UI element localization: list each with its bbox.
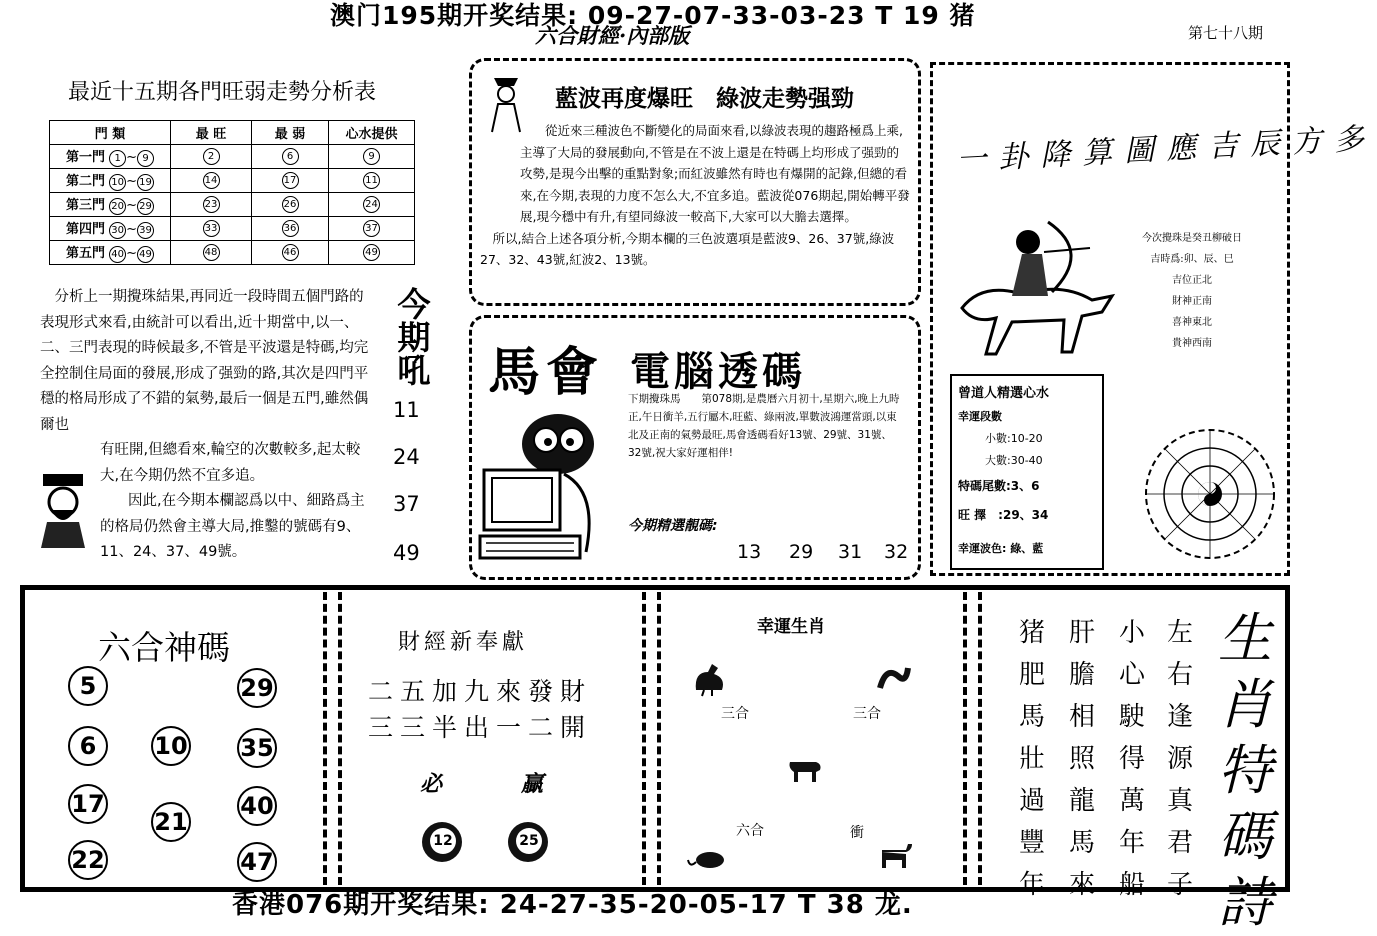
table-row (50, 169, 415, 193)
issue-number: 第七十八期 (1188, 24, 1264, 42)
range-end: 19 (137, 174, 154, 191)
trend-table (49, 120, 415, 265)
table-header-row (50, 121, 415, 145)
hot-cell (171, 217, 252, 241)
almanac-line: 今次攪珠是癸丑柳破日 (1142, 233, 1242, 244)
win-label: 贏 (521, 772, 544, 797)
col-header-cold: 最 弱 (252, 121, 329, 145)
horseback-archer-icon (952, 212, 1120, 364)
calligraphy-riddle: 一卦降算圖應吉辰方多 (955, 121, 1377, 178)
sanhe-label: 三合 (853, 706, 881, 722)
almanac-line: 財神正南 (1172, 296, 1212, 307)
luck-segment-label: 幸運段數 (958, 410, 1002, 423)
pick-cell (329, 193, 415, 217)
section-divider (338, 592, 342, 885)
poem-line: 肝膽相照龍馬來 (1068, 618, 1095, 900)
pick-cell (329, 169, 415, 193)
wave-text (480, 120, 910, 271)
cold-number: 46 (282, 244, 299, 261)
almanac-text (1122, 228, 1262, 354)
hot-cell (171, 169, 252, 193)
shout-number: 37 (393, 492, 420, 516)
hot-cell (171, 193, 252, 217)
hot-number: 33 (203, 220, 220, 237)
number-ball: 40 (237, 786, 277, 826)
computer-pick-title: 電腦透碼 (630, 348, 806, 395)
number-ball: 22 (68, 840, 108, 880)
door-cell: 第三門 20 ~ 29 (50, 193, 171, 217)
door-cell: 第五門 40 ~ 49 (50, 241, 171, 265)
door-cell: 第四門 30 ~ 39 (50, 217, 171, 241)
number-ball: 5 (68, 666, 108, 706)
goat-icon (878, 840, 914, 872)
almanac-line: 喜神東北 (1172, 317, 1212, 328)
jockey-club-label: 馬會 (488, 342, 605, 403)
hot-cell (171, 145, 252, 169)
snake-icon (876, 662, 912, 694)
pick-number: 49 (363, 244, 380, 261)
section-divider (642, 592, 646, 885)
liuhe-title: 六合神碼 (98, 628, 230, 667)
number-ball: 47 (237, 842, 277, 882)
win-number: 25 (516, 828, 542, 854)
number-ball: 35 (237, 728, 277, 768)
small-range: 小數:10-20 (985, 432, 1043, 445)
ox-icon (786, 754, 824, 784)
door-name: 第四門 (65, 222, 105, 237)
door-name: 第三門 (65, 198, 105, 213)
analysis-paragraph: 因此,在今期本欄認爲以中、細路爲主的格局仍然會主導大局,推鑿的號碼有9、11、24、37、49號。 (100, 493, 365, 560)
cartoon-computer-icon (478, 402, 618, 572)
poem-line: 小心駛得萬年船 (1118, 618, 1145, 900)
cold-cell (252, 241, 329, 265)
sage-portrait-icon (33, 470, 93, 548)
liuhe-label: 六合 (736, 823, 764, 839)
macau-result-banner: 澳门195期开奖结果: 09-27-07-33-03-23 T 19 猪 (330, 1, 976, 30)
pick-cell (329, 241, 415, 265)
win-number-badge (508, 822, 548, 862)
hot-number: 2 (203, 148, 220, 165)
cold-cell (252, 169, 329, 193)
number-ball: 17 (68, 784, 108, 824)
poem-line: 猪肥馬壯過豐年 (1018, 618, 1045, 900)
table-row (50, 145, 415, 169)
big-range: 大數:30-40 (985, 454, 1043, 467)
sanhe-label: 三合 (721, 706, 749, 722)
section-divider (963, 592, 967, 885)
trend-table-title: 最近十五期各門旺弱走勢分析表 (68, 80, 377, 105)
hot-number: 48 (203, 244, 220, 261)
almanac-line: 吉位正北 (1172, 275, 1212, 286)
door-name: 第一門 (65, 150, 105, 165)
wave-title: 藍波再度爆旺 綠波走勢强勁 (555, 86, 854, 112)
range-start: 30 (109, 222, 126, 239)
finance-line: 二五加九來發財 (368, 677, 593, 706)
poem-line: 左右逢源真君子 (1166, 618, 1193, 900)
pick-number: 37 (363, 220, 380, 237)
selected-pick-number: 13 (737, 541, 762, 563)
chong-label: 衝 (850, 825, 864, 841)
door-name: 第二門 (65, 174, 105, 189)
number-ball: 29 (237, 668, 277, 708)
lucky-zodiac-title: 幸運生肖 (757, 617, 825, 637)
section-divider (323, 592, 327, 885)
range-end: 9 (137, 150, 154, 167)
door-name: 第五門 (65, 246, 105, 261)
hot-picks: 旺 擇 :29、34 (958, 508, 1049, 522)
number-ball: 10 (151, 726, 191, 766)
hot-number: 14 (203, 172, 220, 189)
number-ball: 21 (151, 802, 191, 842)
cold-number: 6 (282, 148, 299, 165)
table-row (50, 193, 415, 217)
range-start: 10 (109, 174, 126, 191)
almanac-line: 貴神西南 (1172, 338, 1212, 349)
finance-title: 財經新奉獻 (398, 630, 529, 655)
hk-result-banner: 香港076期开奖结果: 24-27-35-20-05-17 T 38 龙. (232, 890, 913, 920)
cold-number: 17 (282, 172, 299, 189)
hot-number: 23 (203, 196, 220, 213)
door-cell: 第一門 1 ~ 9 (50, 145, 171, 169)
table-row (50, 217, 415, 241)
range-start: 40 (109, 246, 126, 263)
cold-number: 36 (282, 220, 299, 237)
selected-pick-number: 31 (838, 541, 863, 563)
pick-number: 11 (363, 172, 380, 189)
number-ball: 6 (68, 726, 108, 766)
computer-pick-text: 下期攪珠馬 第078期,是農曆六月初十,星期六,晚上九時正,午日衝羊,五行屬木,旺藍、綠兩波,單數波鴻運當頭,以東北及正南的氣勢最旺,馬會透碼看好13號、29號、31號、32號,祝大家好運相伴! (628, 393, 900, 459)
section-divider (978, 592, 982, 885)
hot-cell (171, 241, 252, 265)
almanac-line: 吉時爲:卯、辰、巳 (1150, 254, 1234, 265)
must-label: 必 (420, 772, 443, 797)
cold-cell (252, 217, 329, 241)
range-end: 49 (137, 246, 154, 263)
pick-cell (329, 217, 415, 241)
analysis-paragraph: 有旺開,但總看來,輪空的次數較多,起太較大,在今期仍然不宜多追。 (100, 442, 361, 484)
selected-pick-number: 32 (884, 541, 909, 563)
range-end: 39 (137, 222, 154, 239)
shout-label: 今期吼 (397, 285, 431, 390)
range-end: 29 (137, 198, 154, 215)
selected-pick-number: 29 (789, 541, 814, 563)
tail-digits: 特碼尾數:3、6 (958, 479, 1040, 493)
table-row (50, 241, 415, 265)
must-number-badge (422, 822, 462, 862)
heart-pick-title: 曾道人精選心水 (958, 386, 1050, 401)
cold-cell (252, 145, 329, 169)
range-start: 20 (109, 198, 126, 215)
wave-paragraph: 所以,結合上述各項分析,今期本欄的三色波選項是藍波9、26、37號,綠波27、32、43號,紅波2、13號。 (480, 230, 895, 267)
cold-cell (252, 193, 329, 217)
col-header-hot: 最 旺 (171, 121, 252, 145)
col-header-pick: 心水提供 (329, 121, 415, 145)
section-divider (657, 592, 661, 885)
rat-icon (688, 846, 728, 872)
brand-title: 六合財經·內部版 (535, 23, 690, 48)
poem-title: 生肖特碼詩 (1218, 607, 1272, 934)
cold-number: 26 (282, 196, 299, 213)
bagua-compass-icon (1142, 426, 1278, 562)
col-header-category: 門 類 (50, 121, 171, 145)
lucky-color: 幸運波色: 綠、藍 (958, 542, 1044, 555)
finance-line: 三三半出一二開 (368, 713, 593, 742)
selected-picks-label: 今期精選靚碼: (628, 518, 718, 534)
shout-number: 24 (393, 445, 420, 469)
wave-paragraph: 從近來三種波色不斷變化的局面來看,以綠波表現的趨路極爲上乘,主導了大局的發展動向,不管是在不波上還是在特碼上均形成了强勁的攻勢,是現今出擊的重點對象;而紅波雖然有時也有爆開的記錄,但總的看來,在今期,表現的力度不怎么大,不宜多追。藍波從076期起,開始轉平發展,現今穩中有升,有望同綠波一較高下,大家可以大膽去選擇。 (520, 123, 910, 224)
rooster-icon (690, 660, 730, 696)
pick-number: 24 (363, 196, 380, 213)
door-cell: 第二門 10 ~ 19 (50, 169, 171, 193)
shout-number: 11 (393, 398, 420, 422)
pick-cell (329, 145, 415, 169)
pick-number: 9 (363, 148, 380, 165)
must-number: 12 (430, 828, 456, 854)
analysis-paragraph: 分析上一期攪珠結果,再同近一段時間五個門路的表現形式來看,由統計可以看出,近十期當中,以一、二、三門表現的時候最多,不管是平波還是特碼,均完全控制住局面的發展,形成了强勁的路,其次是四門平穩的格局形成了不錯的氣勢,最后一個是五門,雖然偶爾也 (40, 289, 369, 433)
range-start: 1 (109, 150, 126, 167)
shout-number: 49 (393, 541, 420, 565)
